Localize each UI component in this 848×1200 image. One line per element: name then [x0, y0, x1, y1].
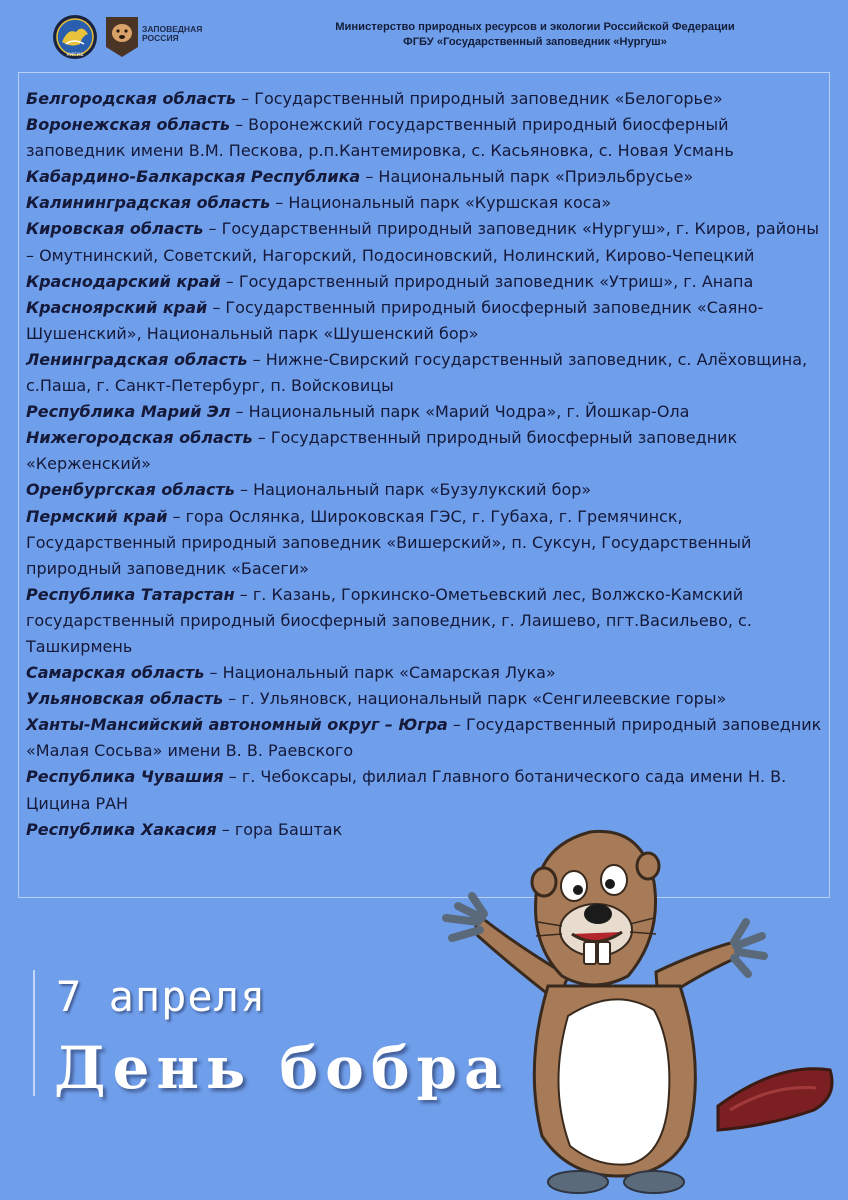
- header: [0, 0, 848, 62]
- list-item: [26, 712, 826, 764]
- region-name: Красноярский край: [26, 297, 208, 317]
- region-name: Оренбургская область: [26, 480, 235, 500]
- region-sites: – г. Чебоксары, филиал Главного ботанического сада имени Н. В. Цицина РАН: [26, 767, 787, 813]
- region-sites: – Государственный природный биосферный заповедник «Саяно-Шушенский», Национальный парк «Шушенский бор»: [26, 297, 764, 343]
- region-sites: – Государственный природный заповедник «Белогорье»: [236, 89, 723, 108]
- list-item: [26, 660, 826, 686]
- region-sites: – гора Ослянка, Широковская ГЭС, г. Губаха, г. Гремячинск, Государственный природный заповедник «Вишерский», п. Суксун, Государственный природный заповедник «Басеги»: [26, 506, 752, 578]
- list-item: [26, 269, 826, 295]
- event-date: 7 апреля: [56, 972, 267, 1021]
- ministry-line2: ФГБУ «Государственный заповедник «Нургуш»: [403, 36, 667, 48]
- region-name: Воронежская область: [26, 115, 230, 135]
- region-name: Самарская область: [26, 663, 205, 683]
- region-name: Ульяновская область: [26, 689, 224, 709]
- region-name: Нижегородская область: [26, 428, 253, 448]
- list-item: [26, 112, 826, 164]
- list-item: [26, 295, 826, 347]
- list-item: [26, 347, 826, 399]
- list-item: [26, 190, 826, 216]
- logo2-text: [142, 25, 212, 43]
- region-name: Республика Марий Эл: [26, 402, 231, 422]
- region-sites: – Национальный парк «Марий Чодра», г. Йошкар-Ола: [230, 402, 690, 422]
- region-name: Республика Татарстан: [26, 584, 235, 604]
- region-sites: – Государственный природный заповедник «Нургуш», г. Киров, районы – Омутнинский, Советский, Нагорский, Подосиновский, Нолинский, Кирово-Чепецкий: [26, 219, 819, 265]
- region-sites: – Государственный природный заповедник «Малая Сосьва» имени В. В. Раевского: [26, 715, 822, 761]
- region-name: Кировская область: [26, 219, 204, 239]
- region-name: Кабардино-Балкарская Республика: [26, 167, 361, 187]
- list-item: [26, 216, 826, 268]
- region-sites: – Государственный природный биосферный заповедник «Керженский»: [26, 428, 738, 474]
- region-sites: – Национальный парк «Самарская Лука»: [204, 663, 556, 683]
- zapovednaya-rossiya-logo-icon: [104, 13, 140, 59]
- nurgush-logo-icon: [52, 14, 98, 60]
- region-sites: – Воронежский государственный природный биосферный заповедник имени В.М. Пескова, р.п.Кантемировка, с. Касьяновка, с. Новая Усмань: [26, 115, 734, 161]
- list-item: [26, 86, 826, 112]
- region-sites: – гора Баштак: [216, 819, 343, 839]
- region-sites: – Национальный парк «Приэльбрусье»: [360, 167, 694, 187]
- region-sites: – г. Ульяновск, национальный парк «Сенгилеевские горы»: [223, 689, 727, 709]
- logo1-lettering: НУРГУШ: [66, 52, 84, 57]
- logo2-text-line1: ЗАПОВЕДНАЯ: [142, 24, 203, 34]
- region-sites: – г. Казань, Горкинско-Ометьевский лес, Волжско-Камский государственный природный биосферный заповедник, г. Лаишево, пгт.Васильево, с. Ташкирмень: [26, 584, 752, 656]
- region-name: Ленинградская область: [26, 349, 248, 369]
- ministry-title: [300, 20, 770, 50]
- region-name: Пермский край: [26, 506, 168, 526]
- region-name: Краснодарский край: [26, 271, 221, 291]
- list-item: [26, 686, 826, 712]
- logo2-text-line2: РОССИЯ: [142, 33, 179, 43]
- list-item: [26, 477, 826, 503]
- list-item: [26, 764, 826, 816]
- list-item: [26, 504, 826, 582]
- region-sites: – Национальный парк «Куршская коса»: [270, 193, 612, 213]
- event-title: День бобра: [54, 1034, 509, 1102]
- regions-list: [26, 86, 826, 843]
- region-sites: – Государственный природный заповедник «Утриш», г. Анапа: [220, 271, 754, 291]
- list-item: [26, 582, 826, 660]
- region-sites: – Национальный парк «Бузулукский бор»: [234, 480, 592, 500]
- ministry-line1: Министерство природных ресурсов и экологии Российской Федерации: [335, 21, 735, 33]
- beaver-mascot-icon: [418, 826, 840, 1200]
- list-item: [26, 399, 826, 425]
- region-sites: – Нижне-Свирский государственный заповедник, с. Алёховщина, с.Паша, г. Санкт-Петербург, п. Войсковицы: [26, 349, 808, 396]
- region-name: Белгородская область: [26, 89, 237, 108]
- region-name: Республика Хакасия: [26, 819, 217, 839]
- list-item: [26, 425, 826, 477]
- region-name: Республика Чувашия: [26, 767, 224, 787]
- list-item: [26, 164, 826, 190]
- title-accent-bar: [33, 970, 35, 1096]
- region-name: Калининградская область: [26, 193, 271, 213]
- region-name: Ханты-Мансийский автономный округ – Югра: [26, 715, 448, 735]
